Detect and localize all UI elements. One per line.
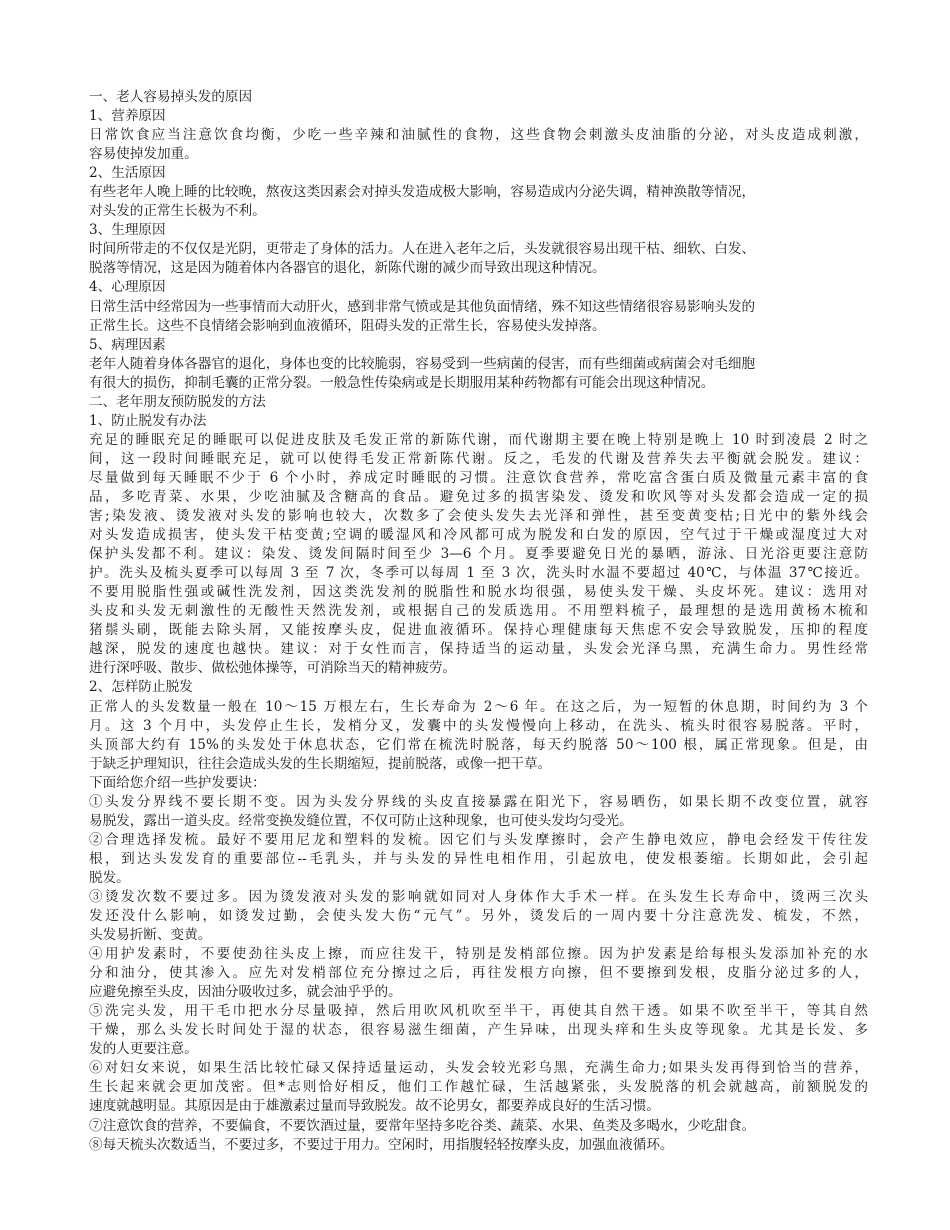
text-line: ⑦注意饮食的营养，不要偏食，不要饮酒过量，要常年坚持多吃谷类、蔬菜、水果、鱼类及多喝水，少吃甜食。 <box>89 1117 756 1134</box>
text-line: 越深，脱发的速度也越快。建议：对于女性而言，保持适当的运动量，头发会光泽乌黑，充满生命力。男性经常 <box>89 641 868 658</box>
text-line: 害;染发液、烫发液对头发的影响也较大，次数多了会使头发失去光泽和弹性，甚至变黄变枯;日光中的紫外线会 <box>89 508 868 525</box>
text-line: 5、病理因素 <box>89 336 166 353</box>
text-line: ④用护发素时，不要使劲往头皮上擦，而应往发干，特别是发梢部位擦。因为护发素是给每根头发添加补充的水 <box>89 946 868 963</box>
text-line: 脱发。 <box>89 869 130 886</box>
text-line: 下面给您介绍一些护发要诀： <box>89 774 266 791</box>
text-line: 护。洗头及梳头夏季可以每周 3 至 7 次，冬季可以每周 1 至 3 次，洗头时水温不要超过 40℃，与体温 37℃接近。 <box>89 565 868 582</box>
text-line: 月。这 3 个月中，头发停止生长，发梢分叉，发囊中的头发慢慢向上移动，在洗头、梳头时很容易脱落。平时， <box>89 717 868 734</box>
text-line: ⑥对妇女来说，如果生活比较忙碌又保持适量运动，头发会较光彩乌黑，充满生命力;如果头发再得到恰当的营养， <box>89 1060 868 1077</box>
text-line: 发的人更要注意。 <box>89 1041 198 1058</box>
text-line: 分和油分，使其渗入。应先对发梢部位充分擦过之后，再往发根方向擦，但不要擦到发根，皮脂分泌过多的人， <box>89 965 868 982</box>
text-line: 时间所带走的不仅仅是光阴，更带走了身体的活力。人在进入老年之后，头发就很容易出现干枯、细软、白发、 <box>89 241 756 258</box>
text-line: 2、怎样防止脱发 <box>89 679 193 696</box>
text-line: 猪鬃头刷，既能去除头屑，又能按摩头皮，促进血液循环。保持心理健康每天焦虑不安会导致脱发，压抑的程度 <box>89 622 868 639</box>
text-line: 正常生长。这些不良情绪会影响到血液循环，阻碍头发的正常生长，容易使头发掉落。 <box>89 317 606 334</box>
text-line: ⑤洗完头发，用干毛巾把水分尽量吸掉，然后用吹风机吹至半干，再使其自然干透。如果不吹至半干，等其自然 <box>89 1003 868 1020</box>
text-line: 间，这一段时间睡眠充足，就可以使得毛发正常新陈代谢。反之，毛发的代谢及营养失去平衡就会脱发。建议： <box>89 450 868 467</box>
text-line: 二、老年朋友预防脱发的方法 <box>89 393 266 410</box>
text-line: 进行深呼吸、散步、做松弛体操等，可消除当天的精神疲劳。 <box>89 660 457 677</box>
text-line: 2、生活原因 <box>89 165 166 182</box>
text-line: 正常人的头发数量一般在 10～15 万根左右，生长寿命为 2～6 年。在这之后，为一短暂的休息期，时间约为 3 个 <box>89 698 868 715</box>
text-line: 头顶部大约有 15%的头发处于休息状态，它们常在梳洗时脱落，每天约脱落 50～100 根，属正常现象。但是，由 <box>89 736 868 753</box>
text-line: 根，到达头发发育的重要部位--毛乳头，并与头发的异性电相作用，引起放电，使发根萎缩。长期如此，会引起 <box>89 850 868 867</box>
text-line: 1、营养原因 <box>89 108 166 125</box>
text-line: 头发易折断、变黄。 <box>89 927 212 944</box>
text-line: ⑧每天梳头次数适当，不要过多，不要过于用力。空闲时，用指腹轻轻按摩头皮，加强血液循环。 <box>89 1136 674 1153</box>
text-line: 应避免擦至头皮，因油分吸收过多，就会油乎乎的。 <box>89 984 402 1001</box>
text-line: 有些老年人晚上睡的比较晚，熬夜这类因素会对掉头发造成极大影响，容易造成内分泌失调，精神涣散等情况， <box>89 184 756 201</box>
text-line: 尽量做到每天睡眠不少于 6 个小时，养成定时睡眠的习惯。注意饮食营养，常吃富含蛋白质及微量元素丰富的食 <box>89 469 868 486</box>
text-line: 生长起来就会更加茂密。但*志则恰好相反，他们工作越忙碌，生活越紧张，头发脱落的机会就越高，前额脱发的 <box>89 1079 868 1096</box>
text-line: 3、生理原因 <box>89 222 166 239</box>
text-line: 速度就越明显。其原因是由于雄激素过量而导致脱发。故不论男女，都要养成良好的生活习惯。 <box>89 1098 660 1115</box>
text-line: 于缺乏护理知识，往往会造成头发的生长期缩短，提前脱落，或像一把干草。 <box>89 755 552 772</box>
text-line: 不要用脱脂性强或碱性洗发剂，因这类洗发剂的脱脂性和脱水均很强，易使头发干燥、头皮坏死。建议：选用对 <box>89 584 868 601</box>
text-line: 对头发造成损害，使头发干枯变黄;空调的暖湿风和冷风都可成为脱发和白发的原因，空气过于干燥或湿度过大对 <box>89 527 868 544</box>
text-line: ②合理选择发梳。最好不要用尼龙和塑料的发梳。因它们与头发摩擦时，会产生静电效应，静电会经发干传往发 <box>89 831 868 848</box>
text-line: 有很大的损伤，抑制毛囊的正常分裂。一般急性传染病或是长期服用某种药物都有可能会出现这种情况。 <box>89 374 715 391</box>
text-line: 对头发的正常生长极为不利。 <box>89 203 266 220</box>
text-line: 日常饮食应当注意饮食均衡，少吃一些辛辣和油腻性的食物，这些食物会刺激头皮油脂的分泌，对头皮造成刺激， <box>89 127 868 144</box>
text-line: 品，多吃青菜、水果，少吃油腻及含糖高的食品。避免过多的损害染发、烫发和吹风等对头发都会造成一定的损 <box>89 488 868 505</box>
text-line: 易脱发，露出一道头皮。经常变换发缝位置，不仅可防止这种现象，也可使头发均匀受光。 <box>89 812 633 829</box>
text-line: 发还没什么影响，如烫发过勤，会使头发大伤“元气”。另外，烫发后的一周内要十分注意洗发、梳发，不然， <box>89 908 868 925</box>
text-line: 一、老人容易掉头发的原因 <box>89 89 253 105</box>
text-line: 充足的睡眠充足的睡眠可以促进皮肤及毛发正常的新陈代谢，而代谢期主要在晚上特别是晚上 10 时到凌晨 2 时之 <box>89 431 868 448</box>
text-line: 干燥，那么头发长时间处于湿的状态，很容易滋生细菌，产生异味，出现头痒和生头皮等现象。尤其是长发、多 <box>89 1022 868 1039</box>
text-line: ③烫发次数不要过多。因为烫发液对头发的影响就如同对人身体作大手术一样。在头发生长寿命中，烫两三次头 <box>89 888 868 905</box>
text-line: ①头发分界线不要长期不变。因为头发分界线的头皮直接暴露在阳光下，容易晒伤，如果长期不改变位置，就容 <box>89 793 868 810</box>
text-line: 保护头发都不利。建议：染发、烫发间隔时间至少 3—6 个月。夏季要避免日光的暴晒，游泳、日光浴更要注意防 <box>89 546 868 563</box>
text-line: 老年人随着身体各器官的退化，身体也变的比较脆弱，容易受到一些病菌的侵害，而有些细菌或病菌会对毛细胞 <box>89 355 756 372</box>
text-line: 4、心理原因 <box>89 279 166 296</box>
text-line: 头皮和头发无刺激性的无酸性天然洗发剂，或根据自己的发质选用。不用塑料梳子，最理想的是选用黄杨木梳和 <box>89 603 868 620</box>
text-line: 脱落等情况，这是因为随着体内各器官的退化，新陈代谢的减少而导致出现这种情况。 <box>89 260 606 277</box>
text-line: 1、防止脱发有办法 <box>89 412 207 429</box>
text-line: 容易使掉发加重。 <box>89 146 198 163</box>
text-line: 日常生活中经常因为一些事情而大动肝火，感到非常气愤或是其他负面情绪，殊不知这些情绪很容易影响头发的 <box>89 298 756 315</box>
